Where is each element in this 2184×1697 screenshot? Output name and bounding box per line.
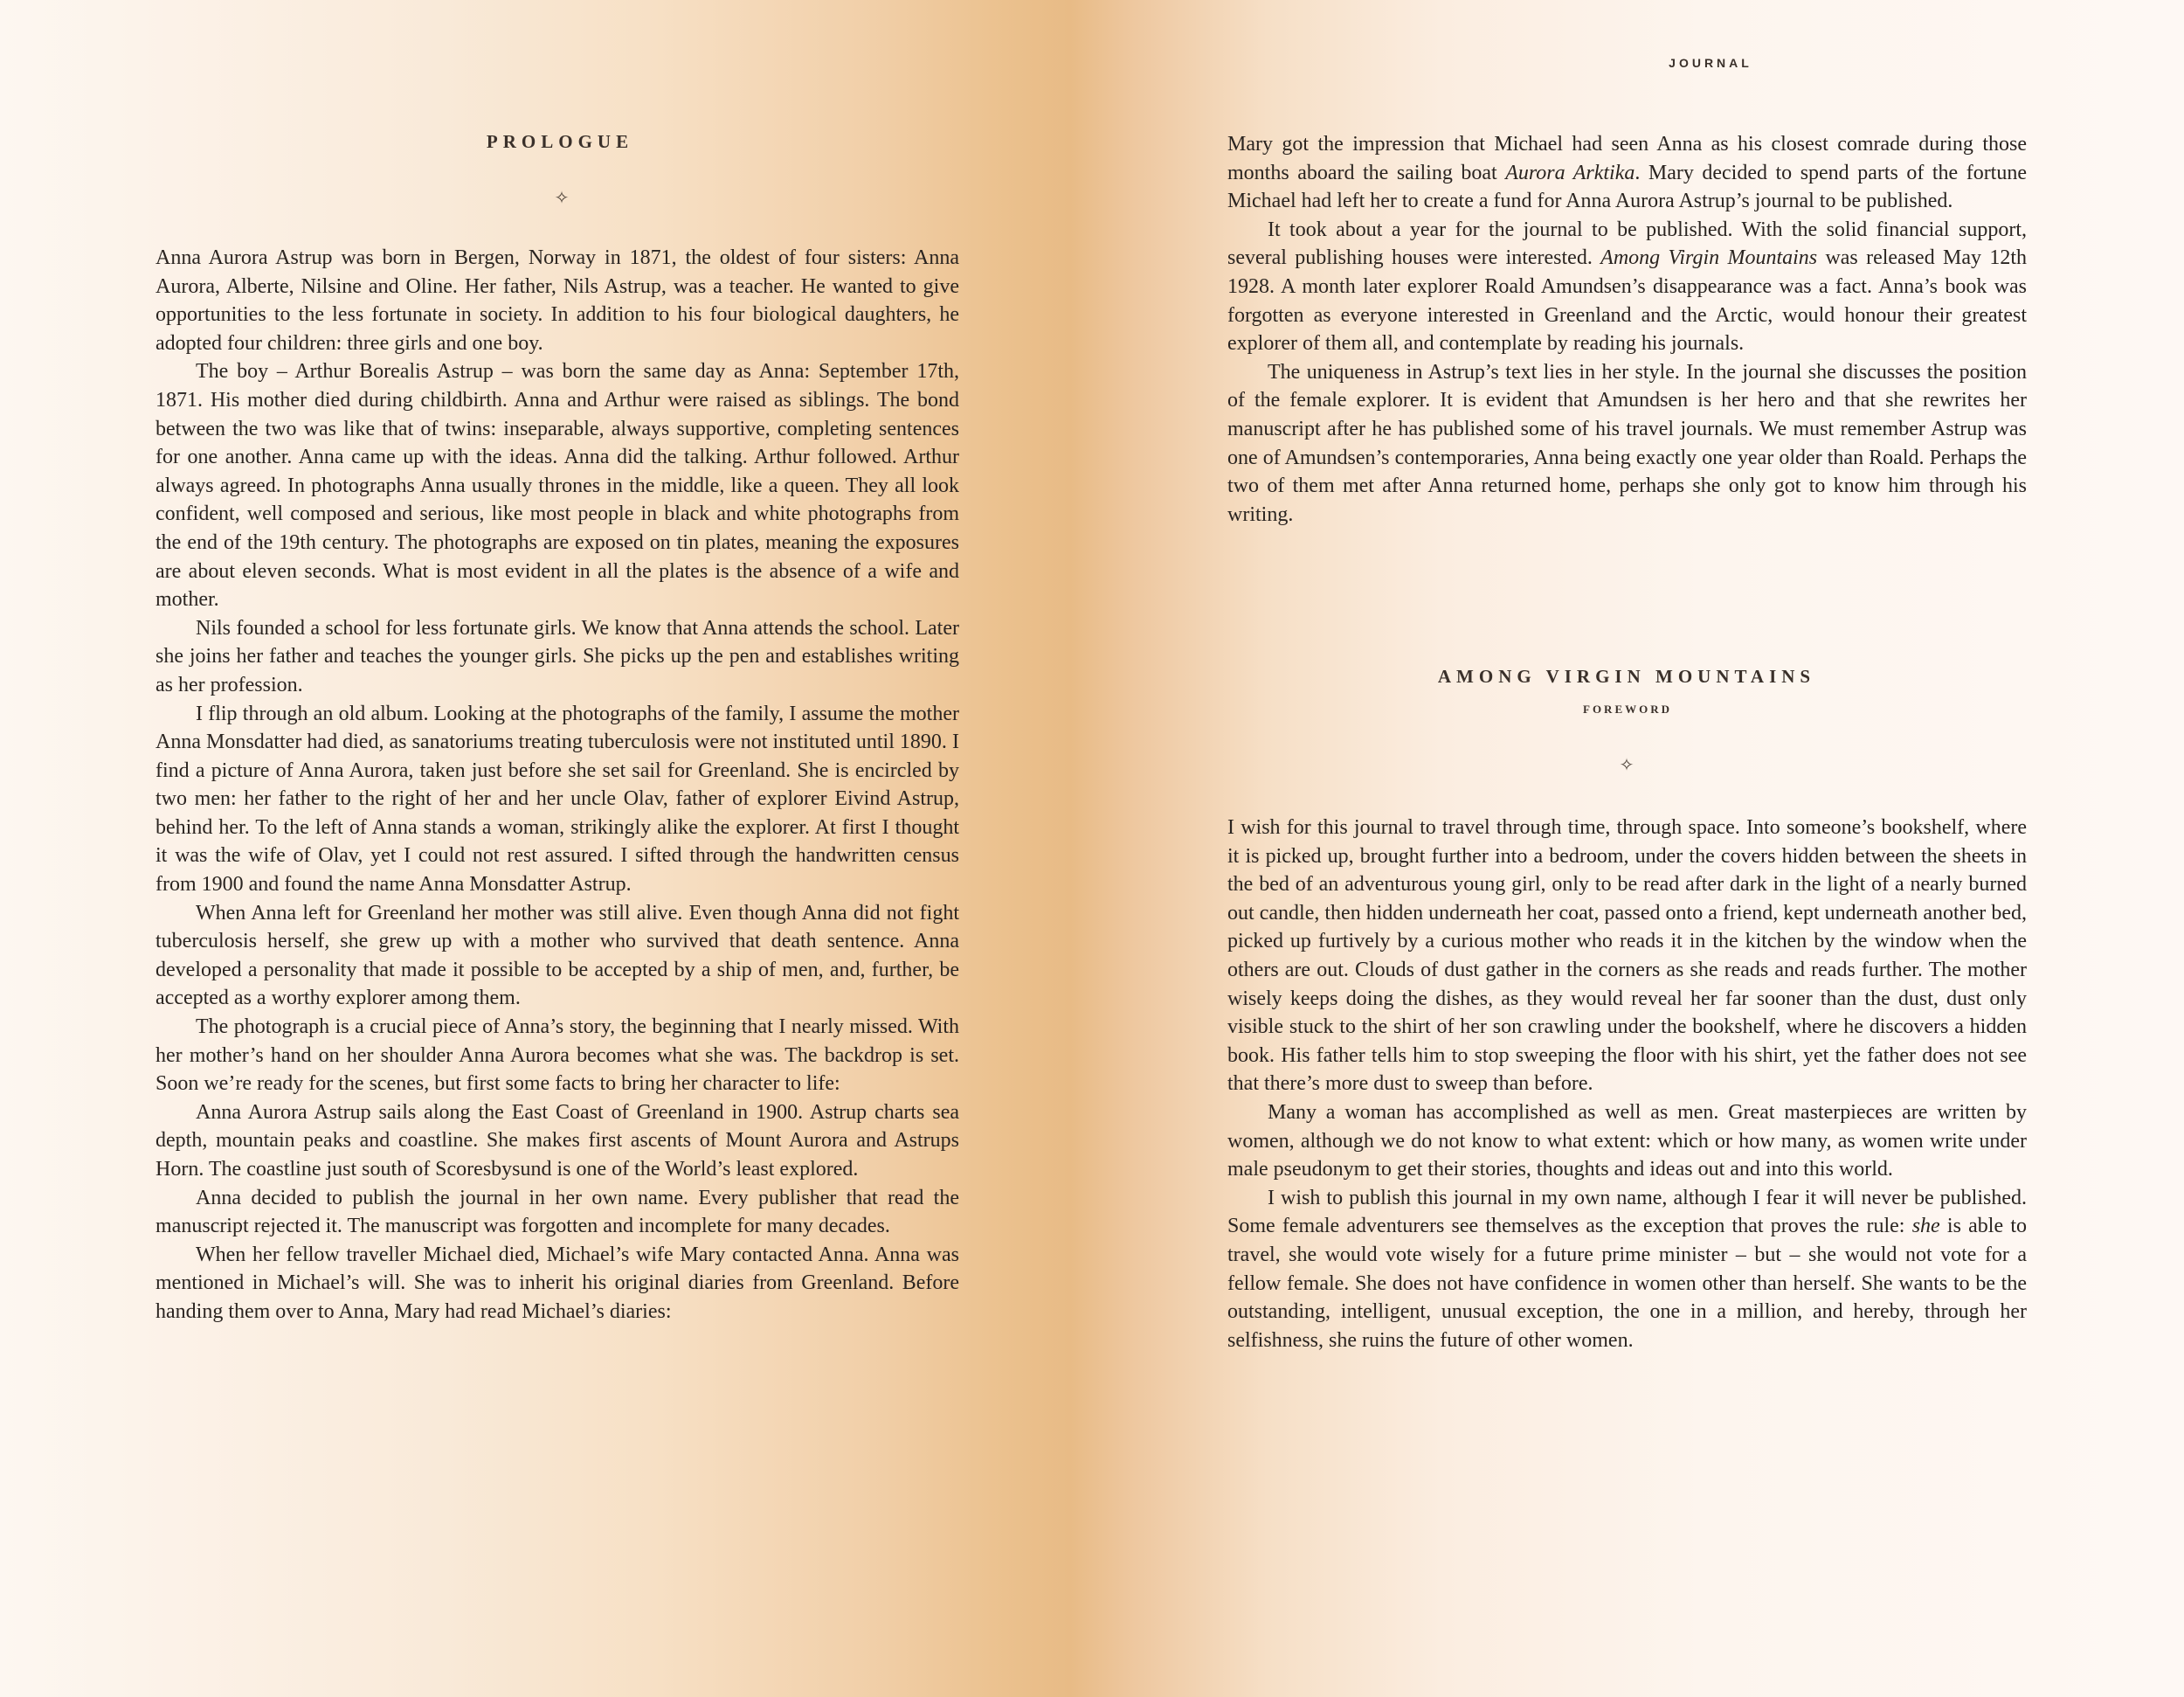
paragraph: Mary got the impression that Michael had seen Anna as his closest comrade during those months aboard the sailing boat Aurora Arktika. Mary decided to spend parts of the fortune Michael had left her to create a fund for Anna Aurora Astrup’s journal to be published. — [1227, 133, 2028, 213]
prologue-continuation — [1227, 130, 2027, 529]
paragraph: The photograph is a crucial piece of Anna’s story, the beginning that I nearly missed. With her mother’s hand on her shoulder Anna Aurora becomes what she was. The backdrop is set. Soon we’re ready for the scenes, but first some facts to bring her character to life: — [156, 1015, 959, 1096]
running-head: JOURNAL — [1669, 56, 1752, 70]
paragraph: Anna decided to publish the journal in her own name. Every publisher that read the manuscript rejected it. The manuscript was forgotten and incomplete for many decades. — [156, 1186, 959, 1238]
paragraph: Nils founded a school for less fortunate girls. We know that Anna attends the school. Later she joins her father and teaches the younger girls. She picks up the pen and establishes writing as her profession. — [156, 616, 959, 696]
paragraph: Anna Aurora Astrup sails along the East Coast of Greenland in 1900. Astrup charts sea depth, mountain peaks and coastline. She makes first ascents of Mount Aurora and Astrups Horn. The coastline just south of Scoresbysund is one of the World’s least explored. — [156, 1100, 959, 1181]
paragraph: Anna Aurora Astrup was born in Bergen, Norway in 1871, the oldest of four sisters: Anna Aurora, Alberte, Nilsine and Oline. Her father, Nils Astrup, was a teacher. He wanted to give opportunities to the less fortunate in society. In addition to his four biological daughters, he adopted four children: three girls and one boy. — [156, 246, 959, 355]
paragraph: I wish to publish this journal in my own name, although I fear it will never be published. Some female adventurers see themselves as the exception that proves the rule: she is able to travel, she would vote wisely for a future prime minister – but – she would not vote for a fellow female. She does not have confidence in women other than herself. She wants to be the outstanding, intelligent, unusual exception, the one in a million, and hereby, through her selfishness, she ruins the future of other women. — [1227, 1186, 2027, 1352]
paragraph: The boy – Arthur Borealis Astrup – was born the same day as Anna: September 17th, 1871. His mother died during childbirth. Anna and Arthur were raised as siblings. The bond between the two was like that of twins: inseparable, always supportive, completing sentences for one another. Anna came up with the ideas. Anna did the talking. Arthur followed. Arthur always agreed. In photographs Anna usually thrones in the middle, like a queen. They all look confident, well composed and serious, like most people in black and white photographs from the end of the 19th century. The photographs are exposed on tin plates, meaning the exposures are about eleven seconds. What is most evident in all the plates is the absence of a wife and mother. — [156, 360, 959, 612]
right-page — [1092, 0, 2184, 1697]
prologue-heading: PROLOGUE — [486, 131, 634, 152]
foreword-body — [1227, 814, 2027, 1354]
paragraph: When Anna left for Greenland her mother was still alive. Even though Anna did not fight tuberculosis herself, she grew up with a mother who survived that death sentence. Anna developed a personality that made it possible to be accepted by a ship of men, and, further, be accepted as a worthy explorer among them. — [156, 901, 959, 1010]
paragraph: Many a woman has accomplished as well as men. Great masterpieces are written by women, although we do not know to what extent: which or how many, as women write under male pseudonym to get their stories, thoughts and ideas out and into this world. — [1227, 1100, 2027, 1181]
ornament-icon: ✧ — [554, 189, 570, 208]
paragraph: I flip through an old album. Looking at the photographs of the family, I assume the mother Anna Monsdatter had died, as sanatoriums treating tuberculosis were not instituted until 1890. I find a picture of Anna Aurora, taken just before she set sail for Greenland. She is encircled by two men: her father to the right of her and her uncle Olav, father of explorer Eivind Astrup, behind her. To the left of Anna stands a woman, strikingly alike the explorer. At first I thought it was the wife of Olav, yet I could not rest assured. I sifted through the handwritten census from 1900 and found the name Anna Monsdatter Astrup. — [156, 702, 959, 897]
prologue-body — [156, 244, 959, 1326]
section-heading: AMONG VIRGIN MOUNTAINS — [1437, 666, 1816, 687]
paragraph: I wish for this journal to travel through time, through space. Into someone’s bookshelf, where it is picked up, brought further into a bedroom, under the covers hidden between the sheets in the bed of an adventurous young girl, only to be read after dark in the light of a nearly burned out candle, then hidden underneath her coat, passed onto a friend, kept underneath another bed, picked up furtively by a curious mother who reads it in the kitchen by the window when the others are out. Clouds of dust gather in the corners as she reads and reads further. The mother wisely keeps doing the dishes, as they would reveal her far sooner than the dust, dust only visible stuck to the shirt of her son crawling under the bookshelf, where he discovers a hidden book. His father tells him to stop sweeping the floor with his shirt, yet the father does not see that there’s more dust to sweep than before. — [1227, 816, 2027, 1096]
paragraph: It took about a year for the journal to be published. With the solid financial support, several publishing houses were interested. Among Virgin Mountains was released May 12th 1928. A month later explorer Roald Amundsen’s disappearance was a fact. Anna’s book was forgotten as everyone interested in Greenland and the Arctic, would honour their greatest explorer of them all, and contemplate by reading his journals. — [1227, 218, 2027, 356]
paragraph: The uniqueness in Astrup’s text lies in her style. In the journal she discusses the position of the female explorer. It is evident that Amundsen is her hero and that she rewrites her manuscript after he has published some of his travel journals. We must remember Astrup was one of Amundsen’s contemporaries, Anna being exactly one year older than Roald. Perhaps the two of them met after Anna returned home, perhaps she only got to know him through his writing. — [1227, 360, 2027, 526]
paragraph: When her fellow traveller Michael died, Michael’s wife Mary contacted Anna. Anna was mentioned in Michael’s will. She was to inherit his original diaries from Greenland. Before handing them over to Anna, Mary had read Michael’s diaries: — [156, 1243, 959, 1323]
foreword-subheading: FOREWORD — [1583, 703, 1672, 716]
ornament-icon: ✧ — [1619, 756, 1635, 775]
